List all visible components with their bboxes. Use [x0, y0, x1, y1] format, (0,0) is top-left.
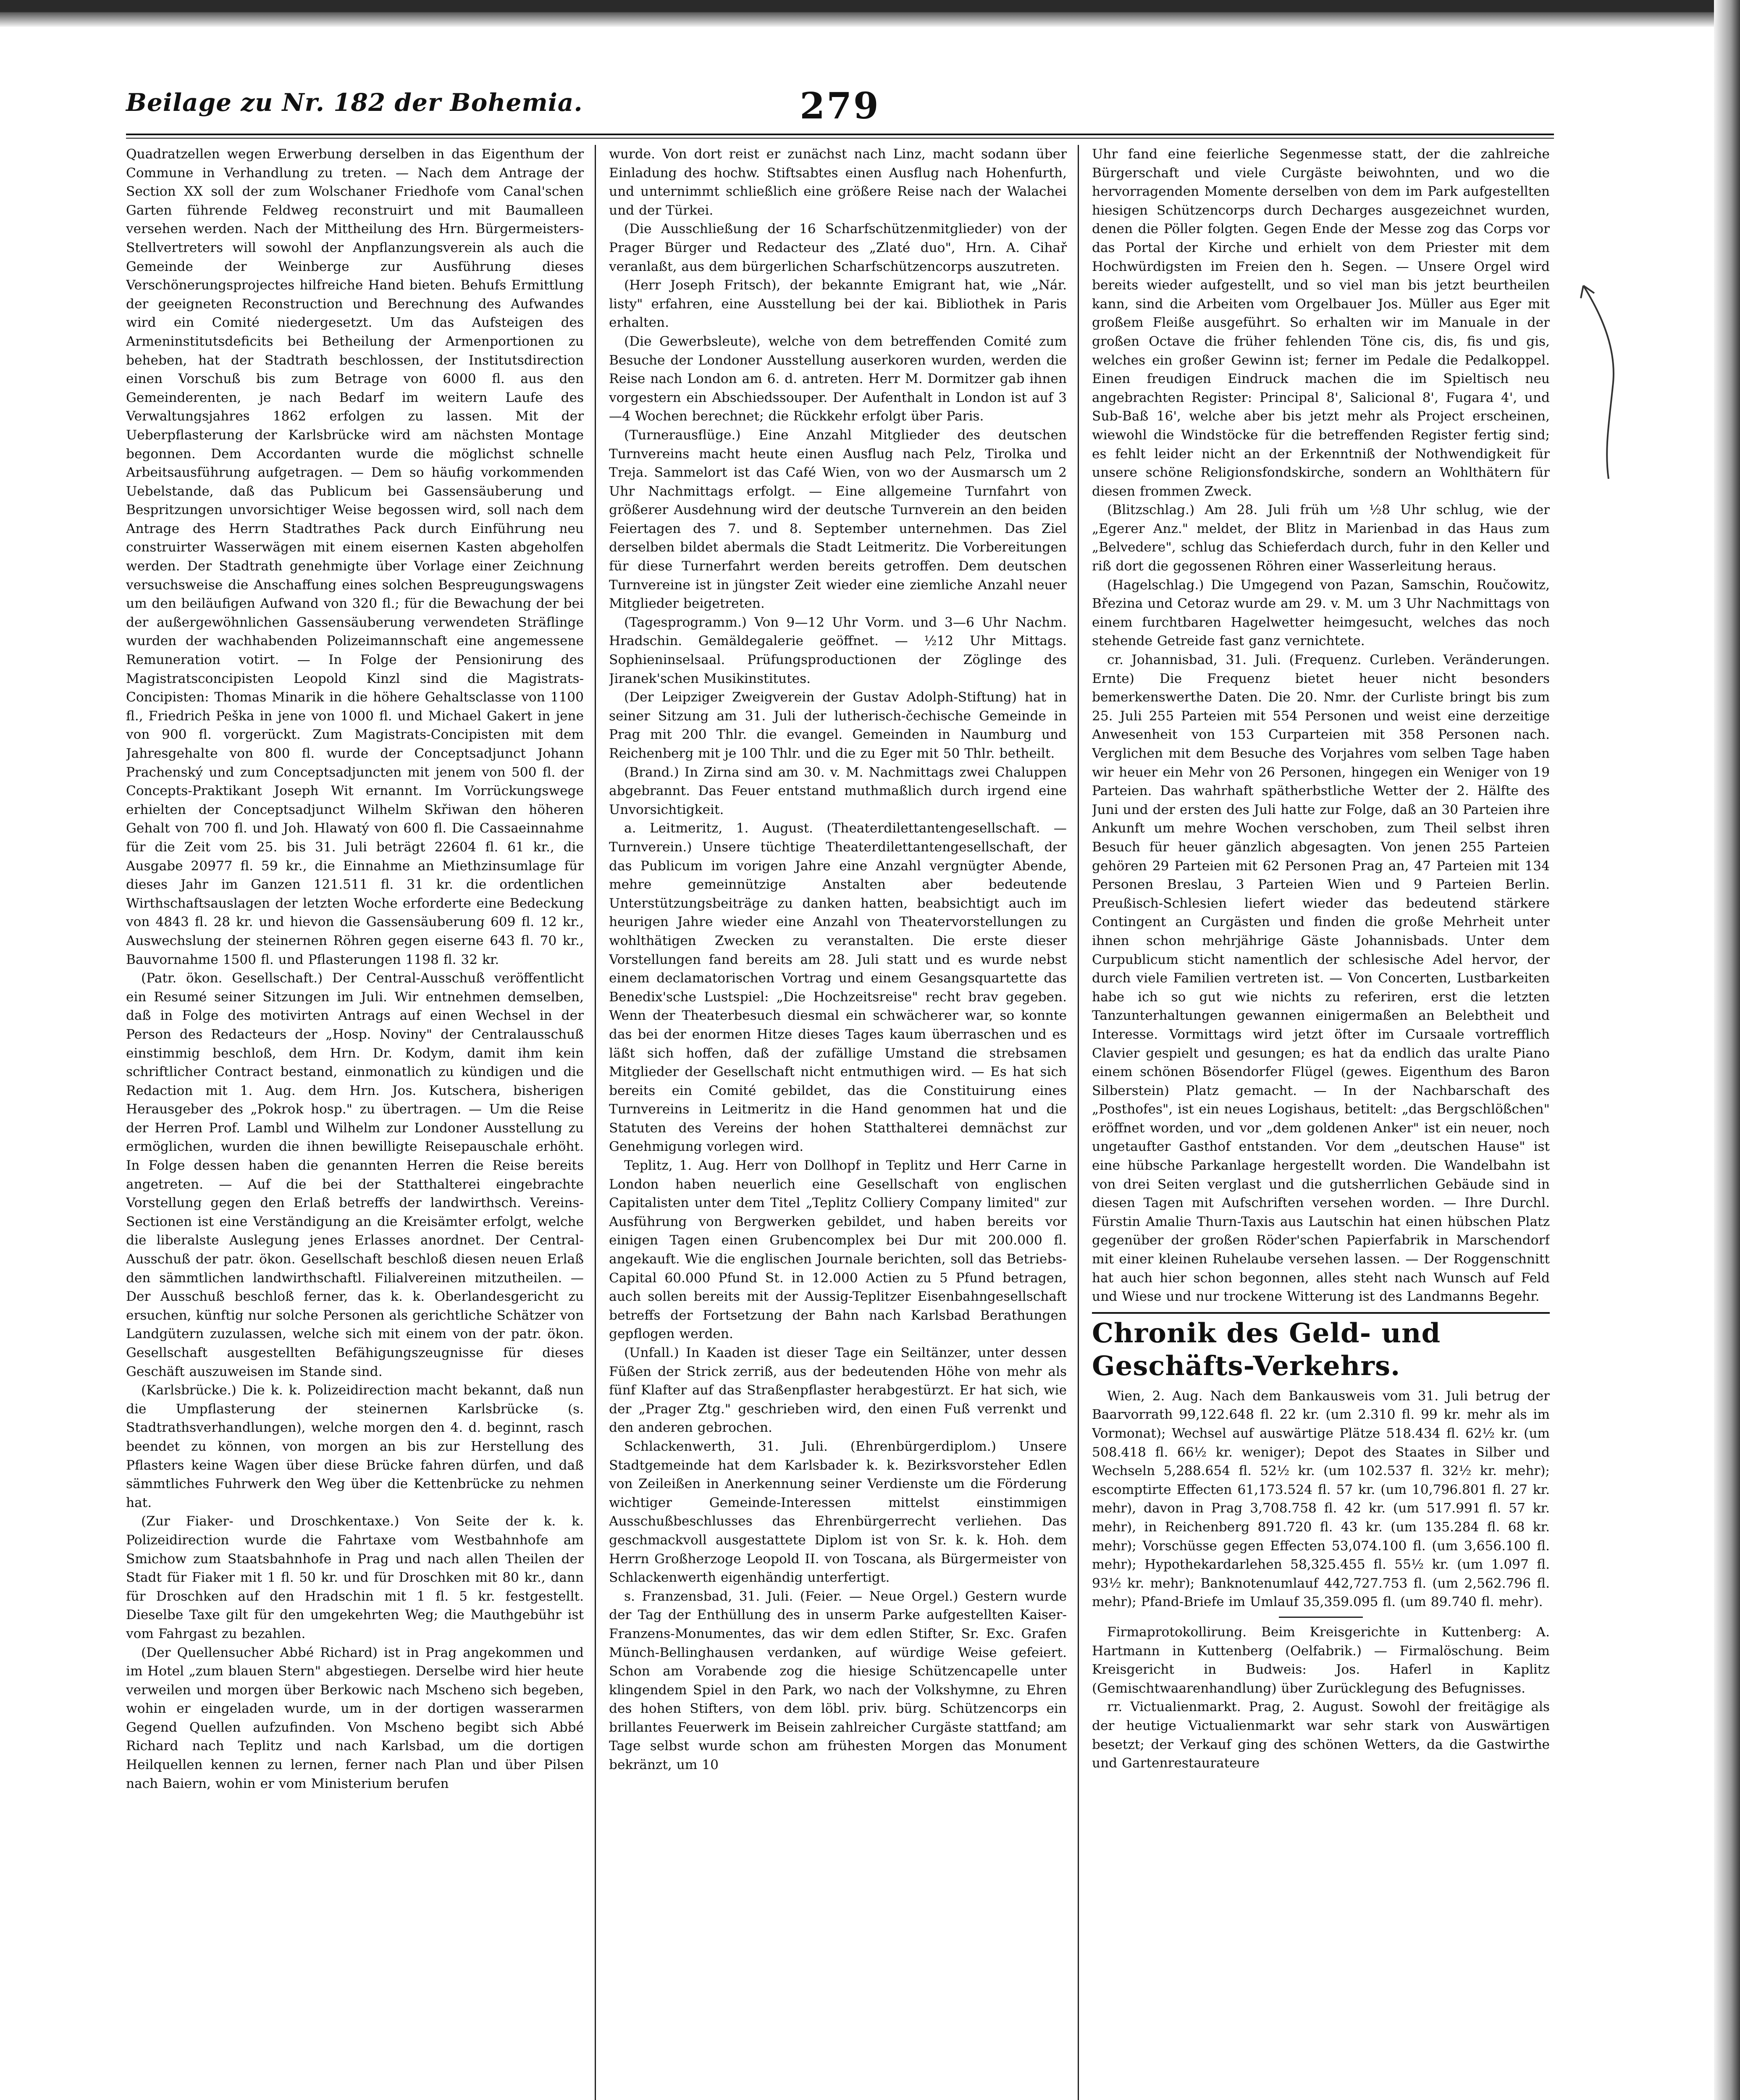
newspaper-page [126, 71, 1554, 2100]
column-right [1092, 145, 1550, 2100]
article-paragraph: Wien, 2. Aug. Nach dem Bankausweis vom 31. Juli betrug der Baarvorrath 99,122.648 fl. 22 kr. (um 2.310 fl. 99 kr. mehr als im Vormonat); Wechsel auf auswärtige Plätze 518.434 fl. 62½ kr. (um 508.418 fl. 66½ kr. weniger); Depot des Staates in Silber und Wechseln 5,288.654 fl. 52½ kr. (um 102.537 fl. 32½ kr. mehr); escomptirte Effecten 61,173.524 fl. 57 kr. (um 10,796.801 fl. 27 kr. mehr), davon in Prag 3,708.758 fl. 42 kr. (um 517.991 fl. 57 kr. mehr), in Reichenberg 891.720 fl. 43 kr. (um 135.284 fl. 68 kr. mehr); Vorschüsse gegen Effecten 53,074.100 fl. (um 3,656.100 fl. mehr); Hypothekardarlehen 58,325.455 fl. 55½ kr. (um 1.097 fl. 93½ kr. mehr); Banknotenumlauf 442,727.753 fl. (um 2,562.796 fl. mehr); Pfand-Briefe im Umlauf 35,359.095 fl. (um 89.740 fl. mehr). [1092, 1388, 1550, 1610]
article-paragraph: (Blitzschlag.) Am 28. Juli früh um ½8 Uhr schlug, wie der „Egerer Anz." meldet, der Blitz in Marienbad in das Haus zum „Belvedere", schlug das Schieferdach durch, fuhr in den Keller und riß dort die gegossenen Röhren einer Wasserleitung heraus. [1092, 502, 1550, 574]
column-separator [1078, 145, 1079, 2100]
article-paragraph: (Unfall.) In Kaaden ist dieser Tage ein Seiltänzer, unter dessen Füßen der Strick zerriß, aus der bedeutenden Höhe von mehr als fünf Klafter auf das Straßenpflaster herabgestürzt. Er hat sich, wie der „Prager Ztg." geschrieben wird, den einen Fuß verrenkt und den anderen gebrochen. [609, 1345, 1067, 1436]
article-paragraph: (Patr. ökon. Gesellschaft.) Der Central-Ausschuß veröffentlicht ein Resumé seiner Sitzungen im Juli. Wir entnehmen demselben, daß in Folge des motivirten Antrags auf einen Wechsel in der Person des Redacteurs der „Hosp. Noviny" der Centralausschuß einstimmig beschloß, dem Hrn. Dr. Kodym, damit ihm kein schriftlicher Contract bestand, einmonatlich zu kündigen und die Redaction mit 1. Aug. dem Hrn. Jos. Kutschera, bisherigen Herausgeber des „Pokrok hosp." zu übertragen. — Um die Reise der Herren Prof. Lambl und Wilhelm zur Londoner Ausstellung zu ermöglichen, wurden die ihnen bewilligte Reisepauschale erhöht. In Folge dessen haben die genannten Herren die Reise bereits angetreten. — Auf die bei der Statthalterei eingebrachte Vorstellung gegen den Erlaß betreffs der landwirthsch. Vereins-Sectionen ist eine Verständigung an die Kreisämter erfolgt, welche die liberalste Auslegung jenes Erlasses anordnet. Der Central-Ausschuß der patr. ökon. Gesellschaft beschloß diesen neuen Erlaß den sämmtlichen landwirthschaftl. Filialvereinen mitzutheilen. — Der Ausschuß beschloß ferner, das k. k. Oberlandesgericht zu ersuchen, künftig nur solche Personen als gerichtliche Schätzer von Landgütern zuzulassen, welche sich mit einem von der patr. ökon. Gesellschaft ausgestellten Befähigungszeugnisse für dieses Geschäft auszuweisen im Stande sind. [126, 971, 584, 1379]
section-heading-chronik: Chronik des Geld- und Geschäfts-Verkehrs. [1092, 1312, 1550, 1383]
article-paragraph: (Tagesprogramm.) Von 9—12 Uhr Vorm. und 3—6 Uhr Nachm. Hradschin. Gemäldegalerie geöffnet. — ½12 Uhr Mittags. Sophieninselsaal. Prüfungsproductionen der Zöglinge des Jiranek'schen Musikinstitutes. [609, 614, 1067, 686]
article-paragraph: rr. Victualienmarkt. Prag, 2. August. Sowohl der freitägige als der heutige Victualienmarkt war sehr stark von Auswärtigen besetzt; der Verkauf ging des schönen Wetters, da die Gastwirthe und Gartenrestaurateure [1092, 1699, 1550, 1771]
column-middle [609, 145, 1067, 2100]
article-paragraph: Quadratzellen wegen Erwerbung derselben in das Eigenthum der Commune in Verhandlung zu treten. — Nach dem Antrage der Section XX soll der zum Wolschaner Friedhofe vom Canal'schen Garten führende Feldweg reconstruirt und mit Baumalleen versehen werden. Nach der Mittheilung des Hrn. Bürgermeisters-Stellvertreters will sowohl der Anpflanzungsverein als auch die Gemeinde der Weinberge zur Ausführung dieses Verschönerungsprojectes hilfreiche Hand bieten. Behufs Ermittlung der geeigneten Reconstruction und Berechnung des Aufwandes wird ein Comité niedergesetzt. Um das Aufsteigen des Armeninstitutsdeficits bei Betheilung der Armenportionen zu beheben, hat der Stadtrath beschlossen, der Institutsdirection einen Vorschuß bis zum Betrage von 6000 fl. aus den Gemeinderenten, je nach Bedarf im weitern Laufe des Verwaltungsjahres 1862 erfolgen zu lassen. Mit der Ueberpflasterung der Karlsbrücke wird am nächsten Montage begonnen. Dem Accordanten wurde die möglichst schnelle Arbeitsausführung aufgetragen. — Dem so häufig vorkommenden Uebelstande, daß das Publicum bei Gassensäuberung und Bespritzungen unvorsichtiger Weise begossen wird, soll nach dem Antrage des Herrn Stadtrathes Pack durch Einführung neu construirter Wasserwägen mit einem eisernen Kasten abgeholfen werden. Der Stadtrath genehmigte über Vorlage einer Zeichnung versuchsweise die Anschaffung eines solchen Bespreugungswagens um den beiläufigen Aufwand von 320 fl.; für die Bewachung der bei der außergewöhnlichen Gassensäuberung verwendeten Sträflinge wurden der wachhabenden Polizeimannschaft eine angemessene Remuneration votirt. — In Folge der Pensionirung des Magistratsconcipisten Leopold Kinzl sind die Magistrats-Concipisten: Thomas Minarik in die höhere Gehaltsclasse von 1100 fl., Friedrich Peška in jene von 1000 fl. und Michael Gakert in jene von 900 fl. vorgerückt. Zum Magistrats-Concipisten mit dem Jahresgehalte von 800 fl. wurde der Conceptsadjunct Johann Prachenský und zum Conceptsadjuncten mit jenem von 500 fl. der Concepts-Praktikant Joseph Wit ernannt. Im Vorrückungswege erhielten der Conceptsadjunct Wilhelm Skřiwan den höheren Gehalt von 700 fl. und Joh. Hlawatý von 600 fl. Die Cassaeinnahme für die Zeit vom 25. bis 31. Juli beträgt 22604 fl. 61 kr., die Ausgabe 20977 fl. 59 kr., die Einnahme an Miethzinsumlage für dieses Jahr im Ganzen 121.511 fl. 31 kr. die ordentlichen Wirthschaftsauslagen der letzten Woche erforderte eine Bedeckung von 4843 fl. 28 kr. und hievon die Gassensäuberung 609 fl. 12 kr., Auswechslung der steinernen Röhren gegen eiserne 643 fl. 70 kr., Bauvornahme 1500 fl. und Pflasterungen 1198 fl. 32 kr. [126, 147, 584, 967]
article-paragraph: wurde. Von dort reist er zunächst nach Linz, macht sodann über Einladung des hochw. Stiftsabtes einen Ausflug nach Hohenfurth, und unternimmt schließlich eine größere Reise nach der Walachei und der Türkei. [609, 147, 1067, 218]
section-divider [1279, 1617, 1363, 1618]
article-paragraph: (Die Ausschließung der 16 Scharfschützenmitglieder) von der Prager Bürger und Redacteur des „Zlaté duo", Hrn. A. Cihař veranlaßt, aus dem bürgerlichen Scharfschützencorps auszutreten. [609, 221, 1067, 274]
article-paragraph: (Turnerausflüge.) Eine Anzahl Mitglieder des deutschen Turnvereins macht heute einen Ausflug nach Pelz, Tirolka und Treja. Sammelort ist das Café Wien, von wo der Ausmarsch um 2 Uhr Nachmittags erfolgt. — Eine allgemeine Turnfahrt von größerer Ausdehnung wird der deutsche Turnverein an den beiden Feiertagen des 7. und 8. September unternehmen. Das Ziel derselben bildet abermals die Stadt Leitmeritz. Die Vorbereitungen für diese Turnerfahrt werden bereits getroffen. Dem deutschen Turnvereine ist in jüngster Zeit wieder eine ziemliche Anzahl neuer Mitglieder beigetreten. [609, 427, 1067, 612]
article-paragraph: s. Franzensbad, 31. Juli. (Feier. — Neue Orgel.) Gestern wurde der Tag der Enthüllung des in unserm Parke aufgestellten Kaiser-Franzens-Monumentes, das wir dem edlen Stifter, Sr. Exc. Grafen Münch-Bellinghausen verdanken, auf würdige Weise gefeiert. Schon am Vorabende zog die hiesige Schützencapelle unter klingendem Spiel in den Park, wo nach der Volkshymne, zu Ehren des hohen Stifters, von dem löbl. priv. bürg. Schützencorps ein brillantes Feuerwerk im Beisein zahlreicher Curgäste stattfand; am Tage selbst wurde schon am frühesten Morgen das Monument bekränzt, um 10 [609, 1588, 1067, 1773]
article-paragraph: cr. Johannisbad, 31. Juli. (Frequenz. Curleben. Veränderungen. Ernte) Die Frequenz bietet heuer nicht besonders bemerkenswerthe Daten. Die 20. Nmr. der Curliste bringt bis zum 25. Juli 255 Parteien mit 554 Personen und weist eine derzeitige Anwesenheit von 153 Curparteien mit 358 Personen nach. Verglichen mit dem Besuche des Vorjahres vom selben Tage haben wir heuer ein Mehr von 26 Personen, hingegen ein Weniger von 19 Parteien. Das wahrhaft spätherbstliche Wetter der 2. Hälfte des Juni und der ersten des Juli hatte zur Folge, daß an 30 Parteien ihre Ankunft um mehre Wochen verschoben, zum Theil selbst ihren Besuch für heuer gänzlich abgesagten. Von jenen 255 Parteien gehören 29 Parteien mit 62 Personen Prag an, 47 Parteien mit 134 Personen Breslau, 3 Parteien Wien und 9 Parteien Berlin. Preußisch-Schlesien liefert wieder das bedeutend stärkere Contingent an Curgästen und finden die große Mehrheit unter ihnen schon mehrjährige Gäste Johannisbads. Unter dem Curpublicum sticht namentlich der schlesische Adel hervor, der durch viele Familien vertreten ist. — Von Concerten, Lustbarkeiten habe ich so gut wie nichts zu referiren, erst die letzten Tanzunterhaltungen gewannen einigermaßen an Belebtheit und Interesse. Vormittags wird jetzt öfter im Cursaale vortrefflich Clavier gespielt und gesungen; es hat da endlich das uralte Piano einem schönen Bösendorfer Flügel (gewes. Eigenthum des Baron Silberstein) Platz gemacht. — In der Nachbarschaft des „Posthofes", ist ein neues Logishaus, betitelt: „das Bergschlößchen" eröffnet worden, und vor „dem goldenen Anker" ist ein neuer, noch ungetaufter Gasthof entstanden. Vor dem „deutschen Hause" ist eine hübsche Parkanlage hergestellt worden. Die Wandelbahn ist von drei Seiten verglast und die gutsherrlichen Gebäude sind in diesen Tagen mit Aufschriften versehen worden. — Ihre Durchl. Fürstin Amalie Thurn-Taxis aus Lautschin hat einen hübschen Platz gegenüber der großen Röder'schen Papierfabrik in Marschendorf mit einer kleinen Ruhelaube versehen lassen. — Der Roggenschnitt hat auch hier schon begonnen, alles steht nach Wunsch auf Feld und Wiese und nur trockene Witterung ist des Landmanns Begehr. [1092, 652, 1550, 1305]
article-paragraph: (Brand.) In Zirna sind am 30. v. M. Nachmittags zwei Chaluppen abgebrannt. Das Feuer entstand muthmaßlich durch irgend eine Unvorsichtigkeit. [609, 764, 1067, 817]
page-header [126, 85, 1554, 127]
article-paragraph: (Der Quellensucher Abbé Richard) ist in Prag angekommen und im Hotel „zum blauen Stern" abgestiegen. Derselbe wird hier heute verweilen und morgen über Berkowic nach Mscheno sich begeben, wohin er eingeladen wurde, um in der dortigen wasserarmen Gegend Quellen aufzufinden. Von Mscheno begibt sich Abbé Richard nach Teplitz und nach Karlsbad, um die dortigen Heilquellen kennen zu lernen, ferner nach Plan und über Pilsen nach Baiern, wohin er vom Ministerium berufen [126, 1645, 584, 1791]
header-rule [126, 134, 1554, 139]
column-separator [595, 145, 596, 2100]
scan-border-right [1714, 0, 1740, 2100]
article-paragraph: (Der Leipziger Zweigverein der Gustav Adolph-Stiftung) hat in seiner Sitzung am 31. Juli der lutherisch-čechische Gemeinde in Prag mit 200 Thlr. die evangel. Gemeinden in Naumburg und Reichenberg mit je 100 Thlr. und die zu Eger mit 50 Thlr. betheilt. [609, 690, 1067, 761]
scan-border-top [0, 0, 1740, 27]
article-paragraph: (Karlsbrücke.) Die k. k. Polizeidirection macht bekannt, daß nun die Umpflasterung der steinernen Karlsbrücke (s. Stadtrathsverhandlungen), welche morgen den 4. d. beginnt, rasch beendet zu können, von morgen an bis zur Herstellung des Pflasters keine Wagen über diese Brücke fahren dürfen, und daß sämmtliches Fuhrwerk den Weg über die Kettenbrücke zu nehmen hat. [126, 1383, 584, 1510]
article-paragraph: (Hagelschlag.) Die Umgegend von Pazan, Samschin, Roučowitz, Březina und Cetoraz wurde am 29. v. M. um 3 Uhr Nachmittags von einem furchtbaren Hagelwetter heimgesucht, welches das noch stehende Getreide fast ganz vernichtete. [1092, 577, 1550, 649]
article-paragraph: (Herr Joseph Fritsch), der bekannte Emigrant hat, wie „Nár. listy" erfahren, eine Ausstellung bei der kai. Bibliothek in Paris erhalten. [609, 278, 1067, 331]
article-paragraph: Uhr fand eine feierliche Segenmesse statt, der die zahlreiche Bürgerschaft und viele Curgäste beiwohnten, und wo die hervorragenden Momente derselben von dem im Park aufgestellten hiesigen Schützencorps durch Decharges ausgezeichnet wurden, denen die Pöller folgten. Gegen Ende der Messe zog das Corps vor das Portal der Kirche und erhielt von dem Priester mit dem Hochwürdigsten im Freien den h. Segen. — Unsere Orgel wird bereits wieder aufgestellt, und so viel man bis jetzt beurtheilen kann, sind die Arbeiten vom Orgelbauer Jos. Müller aus Eger mit großem Fleiße ausgeführt. So erhalten wir im Manuale in der großen Octave die früher fehlenden Töne cis, dis, fis und gis, welches ein großer Gewinn ist; ferner im Pedale die Pedalkoppel. Einen freudigen Eindruck machen die im Spieltisch neu angebrachten Register: Principal 8', Salicional 8', Fugara 4', und Sub-Baß 16', welche aber bis jetzt mehr als Project erscheinen, wiewohl die Windstöcke für die betreffenden Register fertig sind; es fehlt leider nicht an der Erkenntniß der Nothwendigkeit für unsere schöne Religionsfondskirche, sondern an Wohlthätern für diesen frommen Zweck. [1092, 147, 1550, 499]
article-paragraph: Schlackenwerth, 31. Juli. (Ehrenbürgerdiplom.) Unsere Stadtgemeinde hat dem Karlsbader k. k. Bezirksvorsteher Edlen von Zeileißen in Anerkennung seiner Verdienste um die Förderung wichtiger Gemeinde-Interessen mittelst einstimmigen Ausschußbeschlusses das Ehrenbürgerrecht verliehen. Das geschmackvoll ausgestattete Diplom ist von Sr. k. k. Hoh. dem Herrn Großherzoge Leopold II. von Toscana, als Bürgermeister von Schlackenwerth eigenhändig unterfertigt. [609, 1438, 1067, 1586]
column-left [126, 145, 584, 2100]
article-paragraph: Firmaprotokollirung. Beim Kreisgerichte in Kuttenberg: A. Hartmann in Kuttenberg (Oelfabrik.) — Firmalöschung. Beim Kreisgericht in Budweis: Jos. Haferl in Kaplitz (Gemischtwaarenhandlung) über Zurücklegung des Befugnisses. [1092, 1624, 1550, 1696]
article-paragraph: (Die Gewerbsleute), welche von dem betreffenden Comité zum Besuche der Londoner Ausstellung auserkoren wurden, werden die Reise nach London am 6. d. antreten. Herr M. Dormitzer gab ihnen vorgestern ein Abschiedssouper. Der Aufenthalt in London ist auf 3—4 Wochen berechnet; die Rückkehr erfolgt über Paris. [609, 333, 1067, 424]
page-number: 279 [800, 85, 880, 127]
handwritten-margin-mark [1579, 269, 1630, 487]
running-title: Beilage zu Nr. 182 der Bohemia. [126, 88, 583, 117]
article-paragraph: a. Leitmeritz, 1. August. (Theaterdilettantengesellschaft. — Turnverein.) Unsere tüchtige Theaterdilettantengesellschaft, der das Publicum im vorigen Jahre eine Anzahl vergnügter Abende, mehre gemeinnützige Anstalten aber bedeutende Unterstützungsbeiträge zu danken hatten, beabsichtigt auch im heurigen Jahre wieder eine Anzahl von Theatervorstellungen zu wohlthätigen Zwecken zu veranstalten. Die erste dieser Vorstellungen fand bereits am 28. Juli statt und es wurde nebst einem declamatorischen Vortrag und einem Gesangsquartette das Benedix'sche Lustspiel: „Die Hochzeitsreise" recht brav gegeben. Wenn der Theaterbesuch diesmal ein schwächerer war, so konnte das bei der enormen Hitze dieses Tages kaum überraschen und es läßt sich hoffen, daß der zufällige Umstand die strebsamen Mitglieder der Gesellschaft nicht entmuthigen wird. — Es hat sich bereits ein Comité gebildet, das die Constituirung eines Turnvereins in Leitmeritz in die Hand genommen hat und die Statuten des Vereins der hohen Statthalterei demnächst zur Genehmigung vorlegen wird. [609, 821, 1067, 1155]
article-paragraph: (Zur Fiaker- und Droschkentaxe.) Von Seite der k. k. Polizeidirection wurde die Fahrtaxe vom Westbahnhofe am Smichow zum Staatsbahnhofe in Prag und nach allen Theilen der Stadt für Fiaker mit 1 fl. 50 kr. und für Droschken mit 80 kr., dann für Droschken auf den Hradschin mit 1 fl. 5 kr. festgestellt. Dieselbe Taxe gilt für den umgekehrten Weg; die Mauthgebühr ist vom Fahrgast zu bezahlen. [126, 1514, 584, 1641]
article-paragraph: Teplitz, 1. Aug. Herr von Dollhopf in Teplitz und Herr Carne in London haben neuerlich eine Gesellschaft von englischen Capitalisten unter dem Titel „Teplitz Colliery Company limited" zur Ausführung von Bergwerken gebildet, und haben bereits vor einigen Tagen einen Grubencomplex bei Dur mit 200.000 fl. angekauft. Wie die englischen Journale berichten, soll das Betriebs-Capital 60.000 Pfund St. in 12.000 Actien zu 5 Pfund betragen, auch sollen bereits mit der Aussig-Teplitzer Eisenbahngesellschaft betreffs der Fortsetzung der Bahn nach Karlsbad Berathungen gepflogen werden. [609, 1158, 1067, 1342]
